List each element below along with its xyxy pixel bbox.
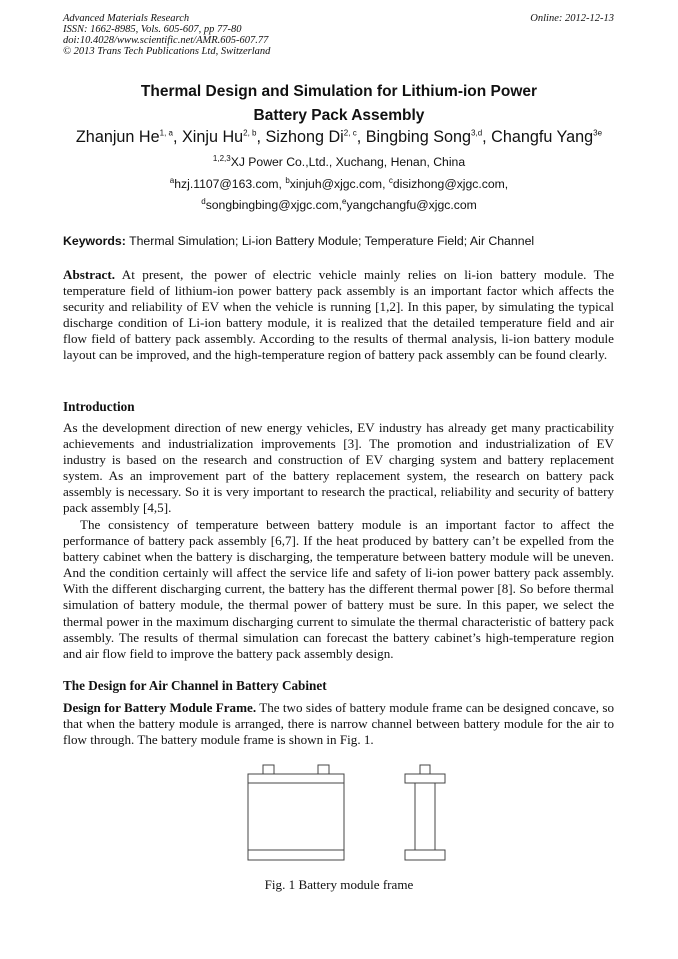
paper-title-line2: Battery Pack Assembly xyxy=(253,107,425,124)
doi-line: doi:10.4028/www.scientific.net/AMR.605-607.77 xyxy=(63,35,269,46)
author-name: Sizhong Di xyxy=(265,128,344,146)
email-line-1 xyxy=(0,177,678,191)
email-sup: c xyxy=(388,175,393,185)
author-name: Changfu Yang xyxy=(491,128,594,146)
keywords-label: Keywords: xyxy=(63,234,126,248)
abstract-label: Abstract. xyxy=(63,267,115,282)
journal-name: Advanced Materials Research xyxy=(63,13,190,24)
side-view-concave-body xyxy=(415,783,435,850)
email-e: yangchangfu@xjgc.com xyxy=(346,198,477,212)
figure-caption: Fig. 1 Battery module frame xyxy=(264,877,414,892)
side-view-bottom-base xyxy=(405,850,445,860)
issn-line: ISSN: 1662-8985, Vols. 605-607, pp 77-80 xyxy=(63,24,242,35)
author-sep: , xyxy=(482,128,492,146)
email-sup: e xyxy=(342,196,347,206)
email-sup: b xyxy=(285,175,290,185)
journal-header xyxy=(63,13,270,57)
author-name: Bingbing Song xyxy=(365,128,472,146)
keywords-text: Thermal Simulation; Li-ion Battery Module; Temperature Field; Air Channel xyxy=(125,234,535,248)
front-view-terminal-right xyxy=(318,765,329,774)
frame-design-paragraph xyxy=(63,700,614,748)
author-sup: 3,d xyxy=(471,128,483,138)
frame-design-label: Design for Battery Module Frame. xyxy=(63,700,257,715)
email-a: hzj.1107@163.com, xyxy=(174,177,286,191)
email-c: disizhong@xjgc.com, xyxy=(392,177,509,191)
side-view-top-cap xyxy=(405,774,445,783)
intro-paragraph-2: The consistency of temperature between battery module is an important factor to affect the performance of battery pack assembly [6,7]. If the heat produced by battery can’t be expelled from the battery cabinet when the battery is discharging, the temperature between battery module will be uneven. And the condition certainly will affect the service life and safety of li-ion power battery pack assembly. With the different discharging current, the battery has the different thermal power [8]. So before thermal simulation of battery module, the thermal power of battery must be sure. In this paper, we select the thermal power in the maximum discharging current to simulate the thermal characteristic of battery pack assembly. The results of thermal simulation can forecast the battery cabinet’s high-temperature region and air flow field to improve the battery pack assembly design. xyxy=(63,517,614,661)
front-view-terminal-left xyxy=(263,765,274,774)
author-sup: 2, b xyxy=(243,128,257,138)
affiliation xyxy=(0,155,678,169)
email-line-2 xyxy=(0,198,678,212)
keywords xyxy=(63,234,534,248)
author-sep: , xyxy=(172,128,182,146)
author-list xyxy=(0,128,678,147)
author-name: Xinju Hu xyxy=(181,128,244,146)
frame-design-text: The two sides of battery module frame can be designed concave, so that when the battery module is arranged, there is narrow channel between battery module for the air to flow through. The battery module frame is shown in Fig. 1. xyxy=(63,700,614,748)
email-b: xinjuh@xjgc.com, xyxy=(289,177,389,191)
email-sup: d xyxy=(201,196,206,206)
front-view-top-cap xyxy=(248,774,344,783)
author-sup: 1, a xyxy=(159,128,173,138)
author-name: Zhanjun He xyxy=(75,128,160,146)
online-date: Online: 2012-12-13 xyxy=(530,13,614,24)
author-sup: 2, c xyxy=(343,128,357,138)
abstract-text: At present, the power of electric vehicle mainly relies on li-ion battery module. The temperature field of lithium-ion power battery pack assembly is an important factor which affects the security and reliability of EV when the vehicle is running [1,2]. In this paper, by simulating the typical discharge condition of Li-ion battery module, it is realized that the detailed temperature field and air flow field of battery pack assembly. According to the results of thermal analysis, li-ion battery module layout can be improved, and the high-temperature region of battery pack assembly can be found clearly. xyxy=(63,267,614,363)
email-sup: a xyxy=(169,175,175,185)
side-view-terminal xyxy=(420,765,430,774)
section-heading-air-channel: The Design for Air Channel in Battery Cabinet xyxy=(63,678,327,693)
battery-module-frame-figure xyxy=(230,760,460,868)
intro-paragraph-1: As the development direction of new energy vehicles, EV industry has already get many practicability achievements and industrialization improvements [3]. The promotion and industrialization of EV industry is based on the research and construction of EV charging system and battery replacement system. As an improvement part of the battery replacement system, the research on battery pack assembly is necessary. So it is very important to research the practical, reliability and security of battery pack assembly [4,5]. xyxy=(63,420,614,516)
email-d: songbingbing@xjgc.com, xyxy=(205,198,343,212)
copyright-line: © 2013 Trans Tech Publications Ltd, Switzerland xyxy=(63,46,271,57)
introduction-heading: Introduction xyxy=(63,399,135,414)
affiliation-text: XJ Power Co.,Ltd., Xuchang, Henan, China xyxy=(230,155,466,169)
abstract xyxy=(63,267,614,364)
affiliation-sup: 1,2,3 xyxy=(212,153,231,163)
paper-title-line1: Thermal Design and Simulation for Lithium-ion Power xyxy=(140,83,538,100)
author-sup: 3e xyxy=(593,128,603,138)
front-view-body xyxy=(248,783,344,850)
front-view-bottom-base xyxy=(248,850,344,860)
author-sep: , xyxy=(256,128,266,146)
author-sep: , xyxy=(356,128,366,146)
